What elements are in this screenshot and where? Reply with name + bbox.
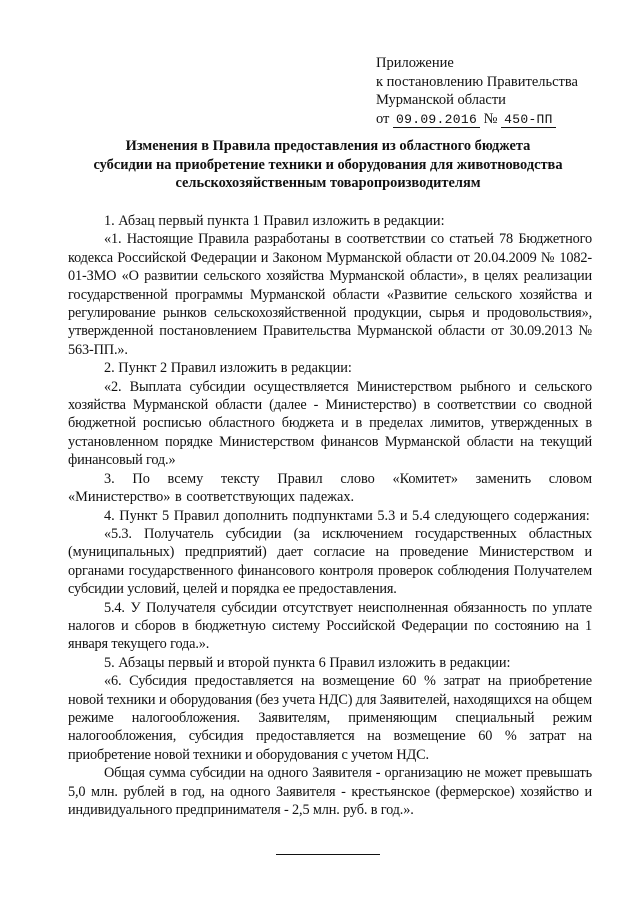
paragraph-item-5: 5. Абзацы первый и второй пункта 6 Правил изложить в редакции:: [104, 654, 511, 671]
paragraph-item-6: «6. Субсидия предоставляется на возмещение 60 % затрат на приобретение новой техники и оборудования (без учета НДС) для Заявителей, находящихся на общем режиме налогообложения. Заявителям, применяющим специальный режим налогообложения, субсидия предоставляется на возмещение 60 % затрат на приобретение новой техники и оборудования с учетом НДС.: [68, 673, 592, 763]
date-value: 09.09.2016: [393, 112, 480, 128]
paragraph-item-1-text: «1. Настоящие Правила разработаны в соответствии со статьей 78 Бюджетного кодекса Российской Федерации и Законом Мурманской области от 20.04.2009 № 1082-01-ЗМО «О развитии сельского хозяйства Мурманской области», в целях реализации государственной программы Мурманской области «Развитие сельского хозяйства и регулирование рынков сельскохозяйственной продукции, сырья и продовольствия», утвержденной постановлением Правительства Мурманской области от 30.09.2013 № 563-ПП.».: [68, 231, 592, 358]
paragraph-item-6-total: Общая сумма субсидии на одного Заявителя - организацию не может превышать 5,0 млн. рублей в год, на одного Заявителя - крестьянское (фермерское) хозяйство и индивидуального предпринимателя - 2,5 млн. руб. в год.».: [68, 765, 592, 818]
document-title: [64, 137, 592, 193]
header-line-region: Мурманской области: [376, 92, 506, 108]
header-line-resolution: к постановлению Правительства: [376, 73, 578, 90]
paragraph-item-5-4: 5.4. У Получателя субсидии отсутствует неисполненная обязанность по уплате налогов и сборов в бюджетную систему Российской Федерации по состоянию на 1 января текущего года.».: [68, 599, 592, 653]
document-body: [68, 212, 592, 819]
header-line-appendix: Приложение: [376, 55, 454, 71]
paragraph-item-2-text: «2. Выплата субсидии осуществляется Министерством рыбного и сельского хозяйства Мурманской области (далее - Министерство) в соответствии со сводной бюджетной росписью областного бюджета и в пределах лимитов, утвержденных в установленном порядке Министерством финансов Мурманской области на текущий финансовый год.»: [68, 378, 592, 469]
paragraph-item-5-3: «5.3. Получатель субсидии (за исключением государственных областных (муниципальных) предприятий) дает согласие на проведение Министерством и органами государственного финансового контроля проверок соблюдения Получателем субсидии условий, целей и порядка ее предоставления.: [68, 525, 592, 598]
paragraph-item-1: 1. Абзац первый пункта 1 Правил изложить в редакции:: [104, 213, 445, 229]
title-line-1: Изменения в Правила предоставления из областного бюджета: [125, 138, 531, 154]
paragraph-item-2: 2. Пункт 2 Правил изложить в редакции:: [104, 360, 352, 377]
paragraph-item-4: 4. Пункт 5 Правил дополнить подпунктами 5.3 и 5.4 следующего содержания:: [104, 507, 590, 524]
number-value: 450-ПП: [501, 112, 556, 128]
appendix-header: [376, 54, 626, 129]
end-divider-line: [276, 854, 380, 855]
title-line-3: сельскохозяйственным товаропроизводителям: [175, 175, 481, 191]
paragraph-item-3: 3. По всему тексту Правил слово «Комитет» заменить словом «Министерство» в соответствующих падежах.: [68, 470, 592, 506]
header-date-line: [376, 110, 626, 130]
number-sign: №: [483, 110, 498, 127]
title-line-2: субсидии на приобретение техники и оборудования для животноводства: [93, 156, 563, 173]
date-prefix: от: [376, 110, 390, 127]
